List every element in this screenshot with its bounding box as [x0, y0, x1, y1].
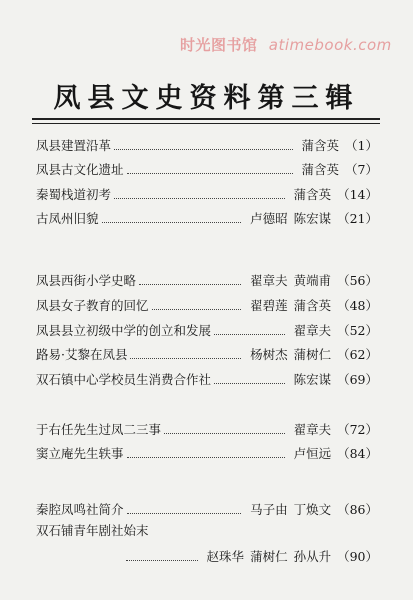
toc-entry-page: （86）	[337, 502, 378, 517]
dot-leader	[164, 433, 285, 434]
toc-entry-author: 马子由	[250, 502, 288, 517]
toc-entry-title-line	[36, 521, 378, 539]
toc-entry-author: 卢恒远	[293, 446, 332, 461]
toc-entry-page: （84）	[337, 446, 378, 461]
toc-entry	[36, 498, 378, 518]
toc-entry	[36, 158, 378, 178]
toc-entry-author: 赵珠华	[206, 549, 245, 564]
toc-entry	[36, 207, 378, 227]
toc-entry-title: 凤县县立初级中学的创立和发展	[36, 323, 212, 338]
toc-entry-title: 凤县建置沿革	[36, 138, 112, 153]
toc-entry-author: 孙从升	[293, 549, 332, 564]
toc-entry-title: 路易·艾黎在凤县	[36, 347, 128, 362]
toc-entry-page: （90）	[337, 549, 378, 564]
toc-entry-title: 凤县女子教育的回忆	[36, 298, 149, 313]
dot-leader	[126, 560, 198, 561]
toc-entry-author: 翟碧莲	[250, 298, 288, 313]
dot-leader	[114, 149, 293, 150]
toc-entry	[36, 269, 378, 289]
toc-entry-title: 于右任先生过凤二三事	[36, 422, 162, 437]
toc-entry-page: （1）	[345, 138, 378, 153]
dot-leader	[214, 334, 285, 335]
toc-entry	[36, 442, 378, 462]
toc-entry-author: 黄端甫	[293, 273, 332, 288]
dot-leader	[114, 198, 285, 199]
toc-entry-page: （56）	[337, 273, 378, 288]
toc-entry	[36, 418, 378, 438]
toc-entry-continuation	[36, 545, 378, 565]
toc-entry-author: 蒲树仁	[293, 347, 332, 362]
dot-leader	[152, 309, 242, 310]
toc-entry-title: 凤县古文化遗址	[36, 162, 124, 177]
toc-entry	[36, 183, 378, 203]
toc-entry-author: 蒲含英	[301, 162, 340, 177]
toc-entry-author: 陈宏谋	[293, 372, 332, 387]
dot-leader	[127, 513, 242, 514]
toc-entry-page: （62）	[337, 347, 378, 362]
toc-entry-page: （48）	[337, 298, 378, 313]
toc-entry-page: （14）	[337, 187, 378, 202]
toc-entry	[36, 134, 378, 154]
toc-entry-page: （72）	[337, 422, 378, 437]
dot-leader	[130, 358, 241, 359]
toc-entry-title: 秦蜀栈道初考	[36, 187, 112, 202]
dot-leader	[214, 383, 285, 384]
dot-leader	[139, 284, 241, 285]
toc-entry-title: 双石铺青年剧社始末	[36, 523, 149, 538]
toc-entry-page: （7）	[345, 162, 378, 177]
toc-entry-title: 秦腔凤鸣社简介	[36, 502, 124, 517]
toc-entry-title: 双石镇中心学校员生消费合作社	[36, 372, 212, 387]
toc-entry-author: 蒲树仁	[250, 549, 288, 564]
toc-entry-author: 翟章夫	[293, 422, 332, 437]
toc-entry	[36, 368, 378, 388]
dot-leader	[127, 173, 293, 174]
toc-entry-author: 翟章夫	[250, 273, 288, 288]
toc-entry-author: 杨树杰	[250, 347, 288, 362]
toc-entry-title: 窦立庵先生轶事	[36, 446, 124, 461]
watermark-url: atimebook.com	[268, 36, 392, 54]
toc-entry	[36, 343, 378, 363]
toc-entry-page: （21）	[337, 211, 378, 226]
toc-entry-page: （52）	[337, 323, 378, 338]
toc-entry-author: 丁焕文	[293, 502, 332, 517]
toc-entry-author: 蒲含英	[293, 187, 332, 202]
toc-entry	[36, 294, 378, 314]
page-title: 凤县文史资料第三辑	[53, 83, 360, 114]
toc-entry-author: 陈宏谋	[293, 211, 332, 226]
toc-entry-author: 翟章夫	[293, 323, 332, 338]
toc-entry-page: （69）	[337, 372, 378, 387]
toc-entry-author: 蒲含英	[293, 298, 332, 313]
dot-leader	[102, 222, 242, 223]
toc-entry-author: 蒲含英	[301, 138, 340, 153]
toc-entry-title: 古凤州旧貌	[36, 211, 99, 226]
dot-leader	[127, 457, 285, 458]
toc-entry-title: 凤县西街小学史略	[36, 273, 137, 288]
watermark-chinese: 时光图书馆	[180, 36, 258, 54]
toc-entry-author: 卢德昭	[250, 211, 288, 226]
toc-entry	[36, 319, 378, 339]
